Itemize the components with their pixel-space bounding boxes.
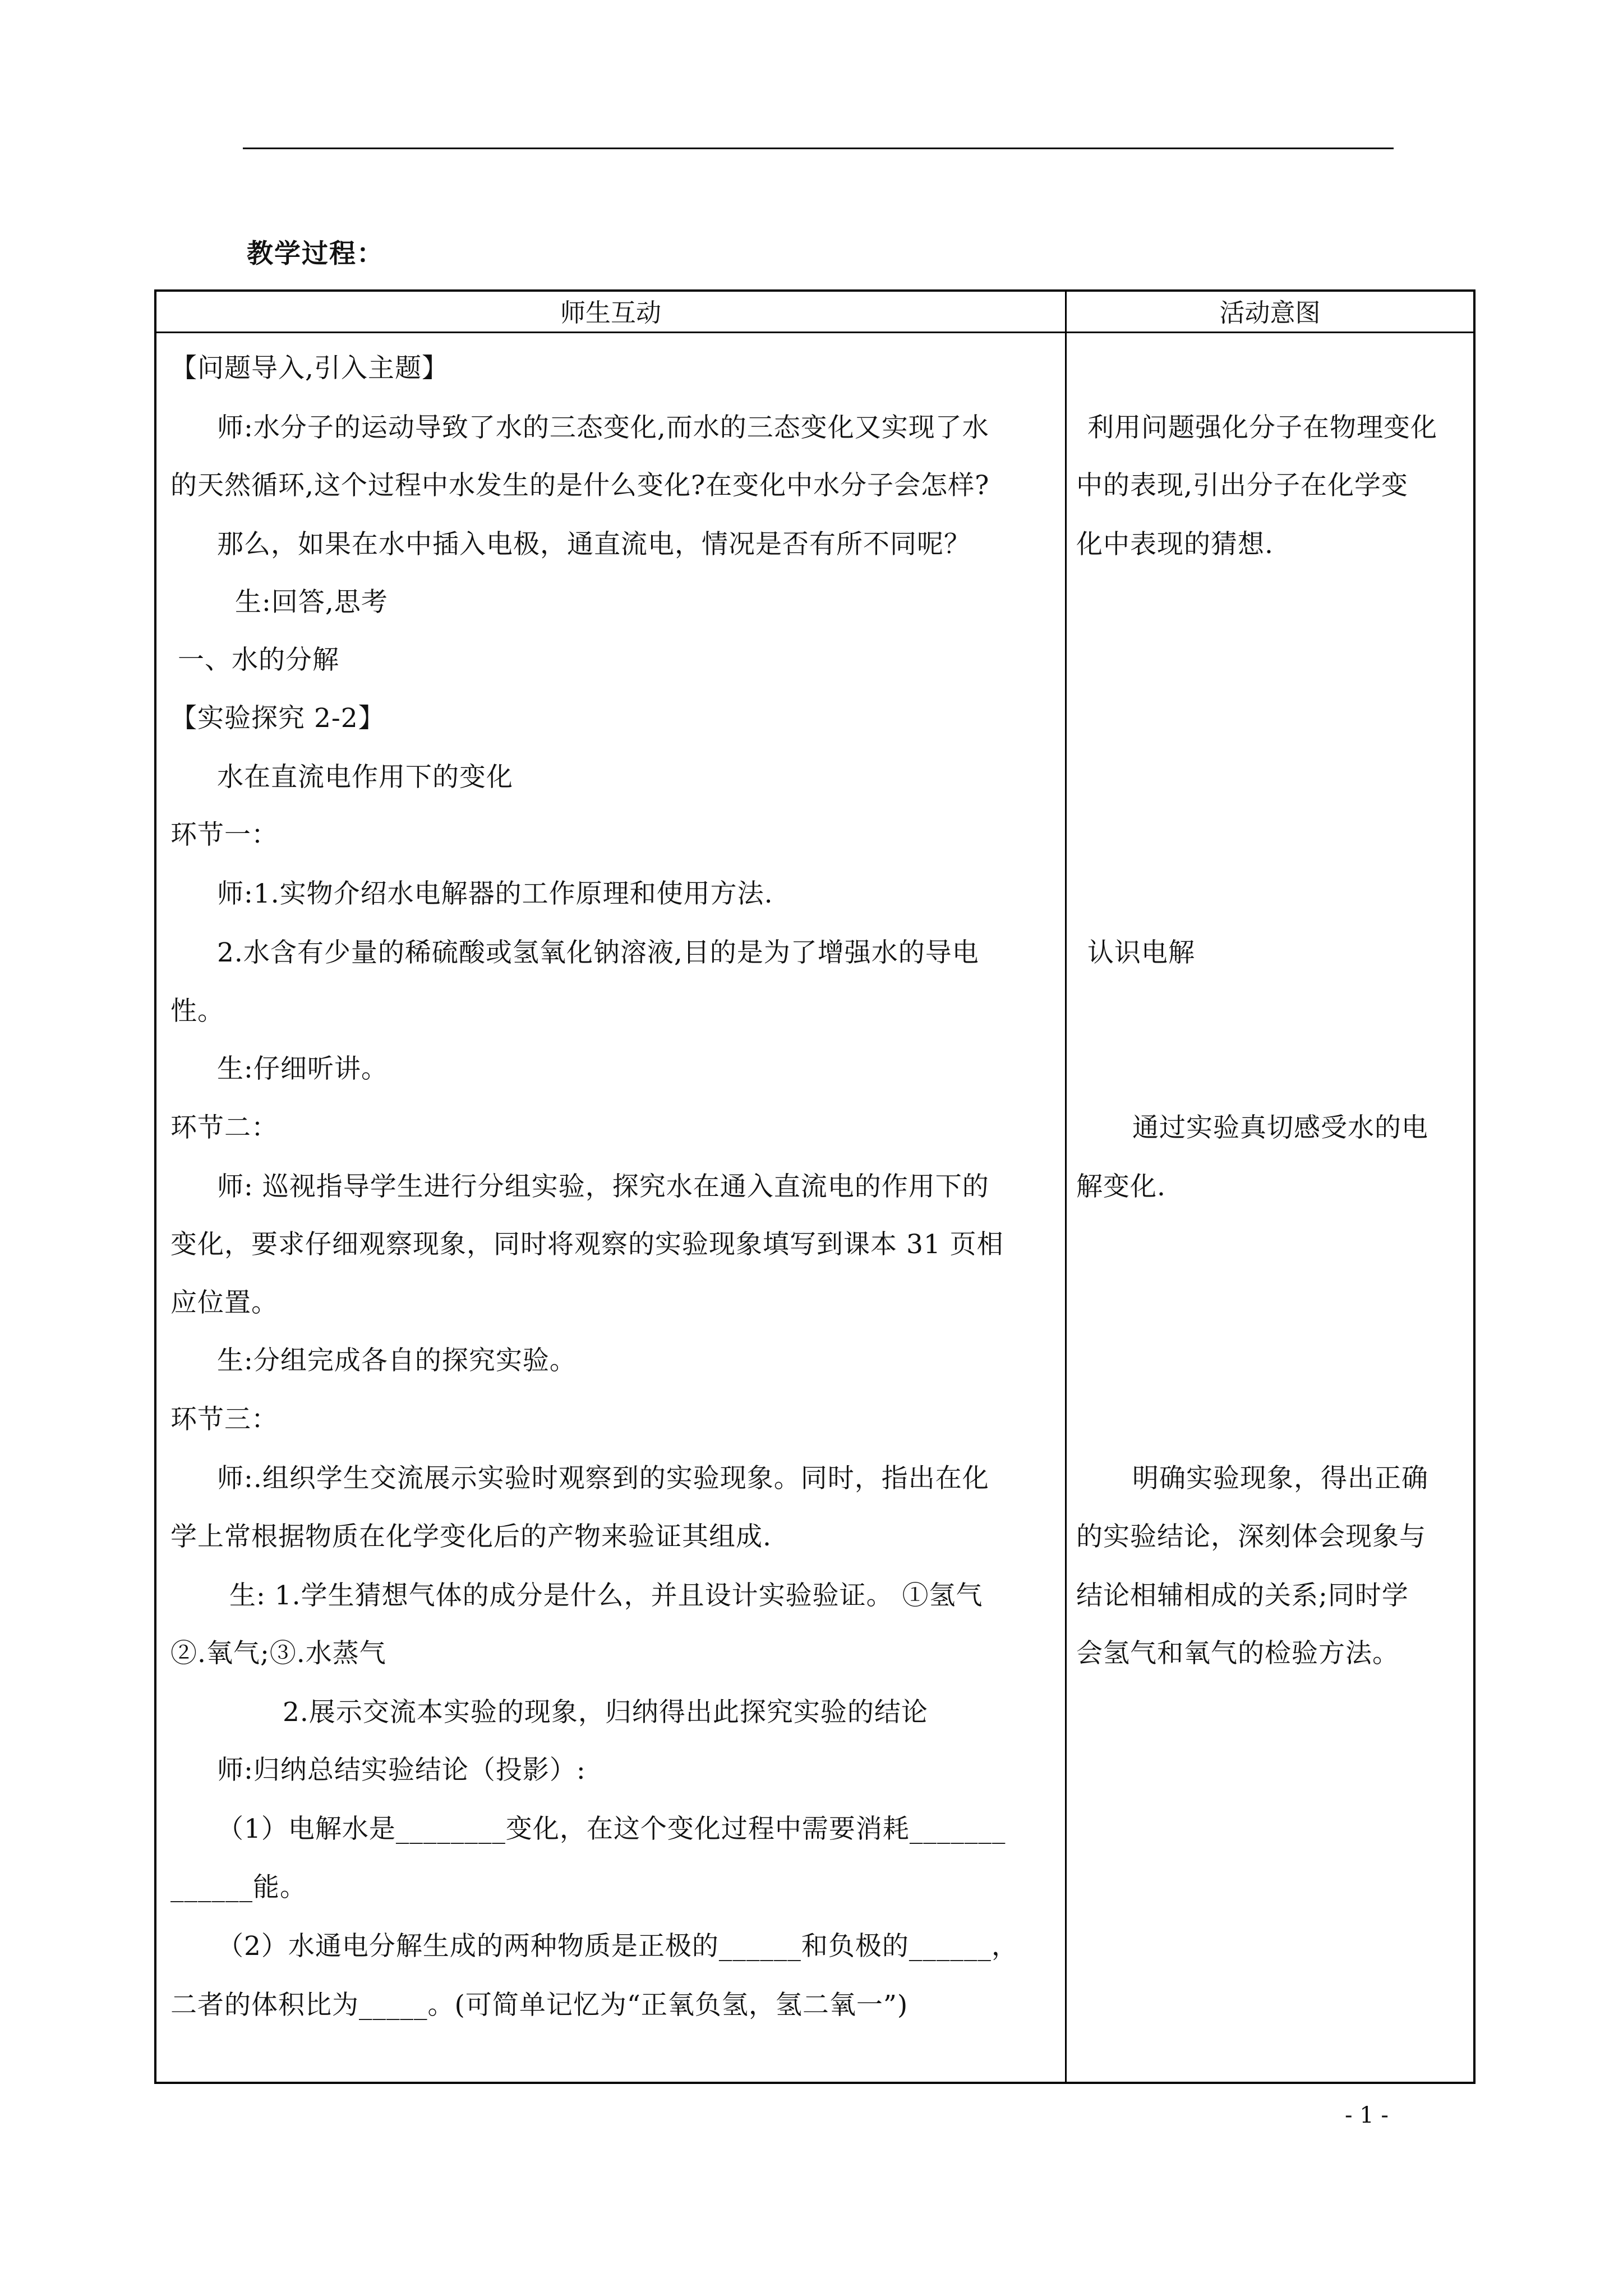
text-line: 2.展示交流本实验的现象，归纳得出此探究实验的结论 [283,1697,928,1728]
intent-line: 通过实验真切感受水的电 [1132,1112,1428,1143]
column-divider [1065,292,1067,2082]
text-line: （1）电解水是________变化，在这个变化过程中需要消耗_______ [217,1814,1006,1844]
text-line: 师:水分子的运动导致了水的三态变化,而水的三态变化又实现了水 [217,412,989,443]
lesson-table [154,289,1476,2084]
text-line: 生:仔细听讲。 [217,1053,388,1084]
text-line: 性。 [170,996,224,1027]
text-line: 环节一： [170,820,278,850]
column-header-interaction: 师生互动 [560,298,661,328]
intent-line: 中的表现,引出分子在化学变 [1076,470,1408,501]
text-line: 师:1.实物介绍水电解器的工作原理和使用方法. [217,878,773,909]
intent-line: 化中表现的猜想. [1076,529,1274,560]
text-line: 应位置。 [170,1287,278,1318]
intent-line: 解变化. [1076,1171,1166,1202]
text-line: 环节三： [170,1404,278,1435]
text-line: （2）水通电分解生成的两种物质是正极的______和负极的______， [217,1931,1018,1962]
text-line: 二者的体积比为_____。(可简单记忆为“正氧负氢，氢二氧一”) [170,1990,909,2021]
text-line: 师: 巡视指导学生进行分组实验，探究水在通入直流电的作用下的 [217,1171,989,1202]
text-line: 那么，如果在水中插入电极，通直流电，情况是否有所不同呢？ [217,529,971,560]
intent-line: 会氢气和氧气的检验方法。 [1076,1638,1399,1669]
text-line: 生:分组完成各自的探究实验。 [217,1345,577,1376]
header-divider [156,332,1473,333]
text-line: 变化，要求仔细观察现象，同时将观察的实验现象填写到课本 31 页相 [170,1229,1004,1260]
text-line: 师:.组织学生交流展示实验时观察到的实验现象。同时，指出在化 [217,1463,989,1494]
text-line: 水在直流电作用下的变化 [217,762,513,793]
page-number: - 1 - [1345,2102,1389,2128]
intent-line: 明确实验现象，得出正确 [1132,1463,1428,1494]
header-rule [243,148,1394,149]
text-line: 环节二： [170,1112,278,1143]
intent-line: 利用问题强化分子在物理变化 [1087,412,1437,443]
column-header-intent: 活动意图 [1219,298,1321,328]
text-line: ______能。 [170,1872,307,1903]
section-heading: 教学过程： [247,238,384,269]
text-line: 生: 1.学生猜想气体的成分是什么，并且设计实验验证。 ①氢气 [229,1580,983,1611]
text-line: ②.氧气;③.水蒸气 [170,1638,386,1669]
intent-line: 的实验结论，深刻体会现象与 [1076,1521,1426,1552]
text-line: 【问题导入,引入主题】 [170,353,449,384]
text-line: 的天然循环,这个过程中水发生的是什么变化?在变化中水分子会怎样? [170,470,990,501]
text-line: 师:归纳总结实验结论（投影）: [217,1755,586,1786]
text-line: 一、水的分解 [178,645,339,675]
text-line: 生:回答,思考 [235,587,388,618]
text-line: 学上常根据物质在化学变化后的产物来验证其组成. [170,1521,772,1552]
text-line: 【实验探究 2-2】 [170,703,385,734]
intent-line: 结论相辅相成的关系;同时学 [1076,1580,1409,1611]
text-line: 2.水含有少量的稀硫酸或氢氧化钠溶液,目的是为了增强水的导电 [217,937,979,968]
intent-line: 认识电解 [1087,937,1195,968]
